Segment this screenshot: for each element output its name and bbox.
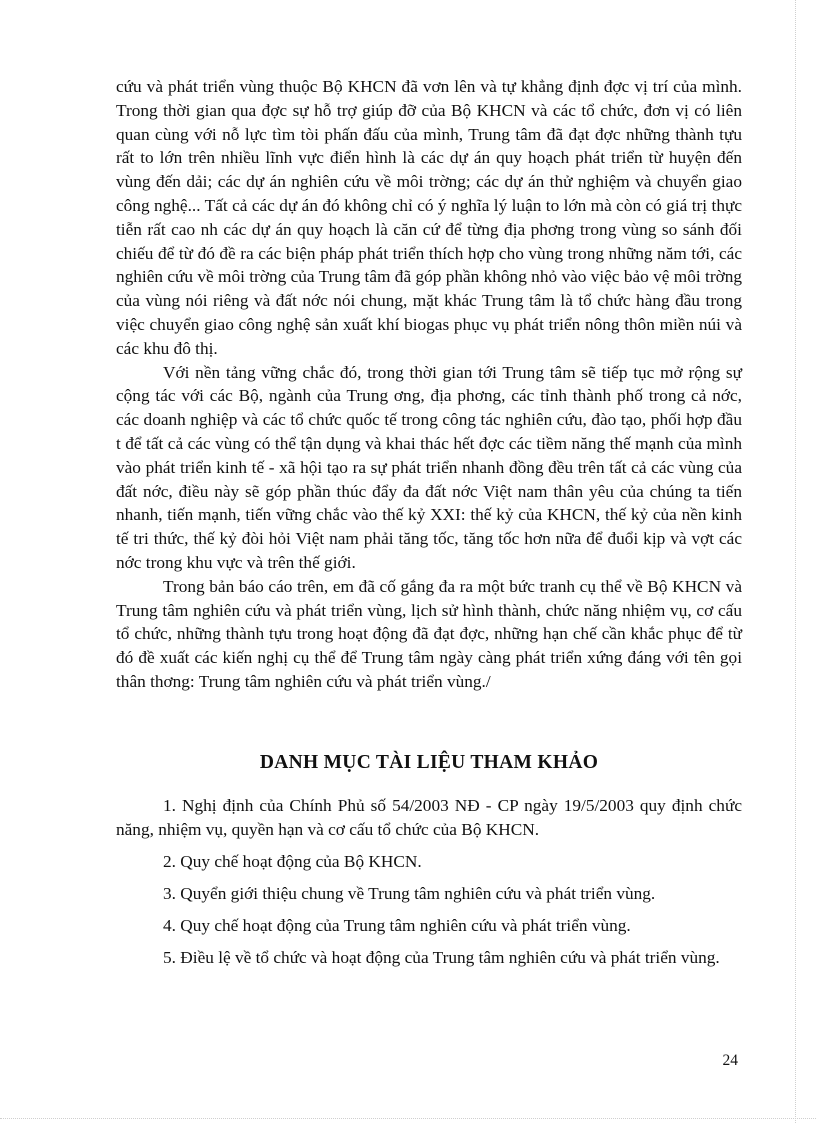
- page-number: 24: [722, 1052, 738, 1069]
- references-title: DANH MỤC TÀI LIỆU THAM KHẢO: [259, 751, 599, 773]
- paragraph-future-outlook: Với nền tảng vững chắc đó, trong thời gian tới Trung tâm sẽ tiếp tục mở rộng sự cộng tác với các Bộ, ngành của Trung ơng, địa phơng, các tỉnh thành phố trong cả nớc, các doanh nghiệp và các tổ chức quốc tế trong công tác nghiên cứu, đào tạo, phối hợp đầu t để tất cả các vùng có thể tận dụng và khai thác hết đợc các tiềm năng thế mạnh của mình vào phát triển kinh tế - xã hội tạo ra sự phát triển nhanh đồng đều trên tất cả các vùng của đất nớc, điều này sẽ góp phần thúc đẩy đa đất nớc Việt nam thân yêu của chúng ta tiến nhanh, tiến mạnh, tiến vững chắc vào thế kỷ XXI: thế kỷ của KHCN, thế kỷ của nền kinh tế tri thức, thế kỷ đòi hỏi Việt nam phải tăng tốc, tăng tốc hơn nữa để đuổi kịp và vợt các nớc trong khu vực và trên thế giới.: [116, 362, 742, 572]
- page-body: [116, 75, 742, 978]
- reference-item: 1. Nghị định của Chính Phủ số 54/2003 NĐ - CP ngày 19/5/2003 quy định chức năng, nhiệm vụ, quyền hạn và cơ cấu tổ chức của Bộ KHCN.: [116, 795, 742, 839]
- page-frame-right-border: [795, 0, 796, 1123]
- reference-item: 4. Quy chế hoạt động của Trung tâm nghiên cứu và phát triển vùng.: [163, 915, 631, 935]
- references-list: [116, 794, 742, 970]
- reference-item: 2. Quy chế hoạt động của Bộ KHCN.: [163, 851, 422, 871]
- paragraph-conclusion: Trong bản báo cáo trên, em đã cố gắng đa ra một bức tranh cụ thể về Bộ KHCN và Trung tâm nghiên cứu và phát triển vùng, lịch sử hình thành, chức năng nhiệm vụ, cơ cấu tổ chức, những thành tựu trong hoạt động đã đạt đợc, những hạn chế cần khắc phục để từ đó đề xuất các kiến nghị cụ thể để Trung tâm ngày càng phát triển xứng đáng với tên gọi thân thơng: Trung tâm nghiên cứu và phát triển vùng./: [116, 576, 742, 691]
- reference-item: 5. Điều lệ về tổ chức và hoạt động của Trung tâm nghiên cứu và phát triển vùng.: [163, 947, 720, 967]
- reference-item: 3. Quyển giới thiệu chung về Trung tâm nghiên cứu và phát triển vùng.: [163, 883, 656, 903]
- page-frame-bottom-border: [0, 1118, 816, 1119]
- paragraph-continuation: cứu và phát triển vùng thuộc Bộ KHCN đã vơn lên và tự khẳng định đợc vị trí của mình. Trong thời gian qua đợc sự hỗ trợ giúp đỡ của Bộ KHCN và các tổ chức, đơn vị có liên quan cùng với nỗ lực tìm tòi phấn đấu của mình, Trung tâm đã đạt đợc những thành tựu rất to lớn trên nhiều lĩnh vực điển hình là các dự án quy hoạch phát triển từ huyện đến vùng đến dải; các dự án nghiên cứu về môi trờng; các dự án thử nghiệm và chuyển giao công nghệ... Tất cả các dự án đó không chỉ có ý nghĩa lý luận to lớn mà còn có giá trị thực tiễn rất cao nh các dự án quy hoạch là căn cứ để từng địa phơng trong vùng so sánh đối chiếu để từ đó đề ra các biện pháp phát triển thích hợp cho vùng trong những năm tới, các nghiên cứu về môi trờng của Trung tâm đã góp phần không nhỏ vào việc bảo vệ môi trờng của vùng nói riêng và đất nớc nói chung, mặt khác Trung tâm là tổ chức hàng đầu trong việc chuyển giao công nghệ sản xuất khí biogas phục vụ phát triển nông thôn miền núi và các khu đô thị.: [116, 77, 742, 358]
